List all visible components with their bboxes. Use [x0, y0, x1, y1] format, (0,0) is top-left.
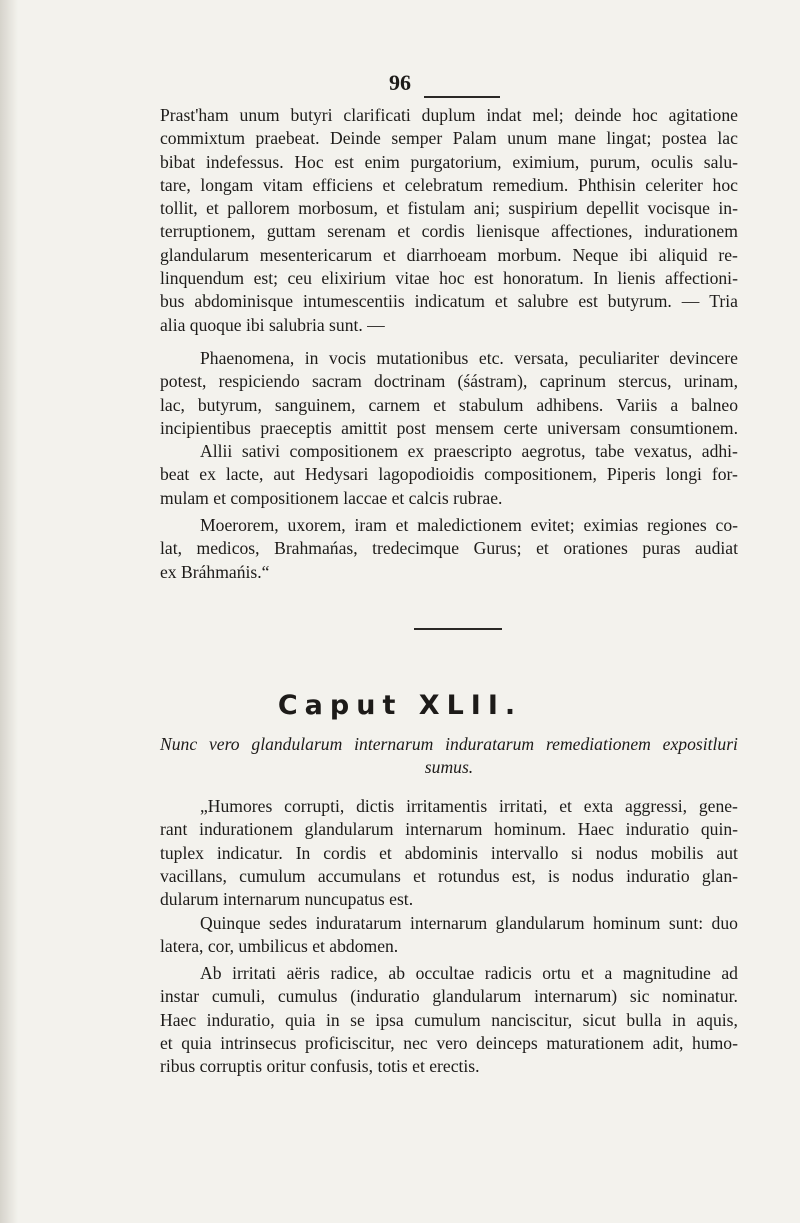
text-line: dularum internarum nuncupatus est. [160, 889, 414, 910]
text-line: potest, respiciendo sacram doctrinam (śástram), caprinum stercus, urinam, [160, 371, 738, 392]
text-line: glandularum mesentericarum et diarrhoeam morbum. Neque ibi aliquid re- [160, 244, 738, 265]
text-line: Phaenomena, in vocis mutationibus etc. versata, peculiariter devincere [200, 348, 738, 368]
text-line: tare, longam vitam efficiens et celebratum remedium. Phthisin celeriter hoc [160, 174, 738, 195]
text-line: rant indurationem glandularum internarum hominum. Haec induratio quin- [160, 819, 738, 840]
text-line: mulam et compositionem laccae et calcis rubrae. [160, 487, 503, 508]
paragraph-5 [160, 912, 738, 959]
text-line: ex Bráhmańis.“ [160, 561, 270, 582]
text-line: „Humores corrupti, dictis irritamentis irritati, et exta aggressi, gene- [200, 796, 738, 816]
text-line: tuplex indicatur. In cordis et abdominis intervallo si nodus mobilis aut [160, 842, 738, 863]
text-line: commixtum praebeat. Deinde semper Palam unum mane lingat; postea lac [160, 128, 738, 149]
chapter-subtitle [160, 733, 738, 779]
text-line: Allii sativi compositionem ex praescripto aegrotus, tabe vexatus, adhi- [200, 441, 738, 462]
subtitle-line: sumus. [424, 757, 474, 777]
text-line: Ab irritati aëris radice, ab occultae radicis ortu et a magnitudine ad [200, 963, 738, 983]
text-line: lac, butyrum, sanguinem, carnem et stabulum adhibens. Variis a balneo [160, 394, 738, 415]
paragraph-6 [160, 962, 738, 1078]
subtitle-line: Nunc vero glandularum internarum induratarum remediationem expositluri [160, 734, 738, 754]
paragraph-3 [160, 514, 738, 584]
text-line: instar cumuli, cumulus (induratio glandularum internarum) sic nominatur. [160, 986, 738, 1007]
text-line: ribus corruptis oritur confusis, totis et erectis. [160, 1056, 480, 1077]
section-divider [414, 628, 502, 630]
paragraph-2 [160, 347, 738, 510]
text-line: Moerorem, uxorem, iram et maledictionem evitet; eximias regiones co- [200, 515, 738, 535]
text-line: et quia intrinsecus proficiscitur, nec vero deinceps maturationem adit, humo- [160, 1032, 738, 1053]
text-line: alia quoque ibi salubria sunt. — [160, 314, 385, 335]
text-line: Haec induratio, quia in se ipsa cumulum nanciscitur, sicut bulla in aquis, [160, 1009, 738, 1030]
text-line: terruptionem, guttam serenam et cordis lienisque affectiones, indurationem [160, 221, 738, 242]
paragraph-1 [160, 104, 738, 337]
page-edge-shadow [0, 0, 18, 1223]
text-line: latera, cor, umbilicus et abdomen. [160, 936, 399, 957]
paragraph-4 [160, 795, 738, 911]
text-line: tollit, et pallorem morbosum, et fistulam ani; suspirium depellit vocisque in- [160, 198, 738, 219]
header-rule [424, 96, 500, 98]
text-line: beat ex lacte, aut Hedysari lagopodioidis compositionem, Piperis longi for- [160, 464, 738, 485]
text-line: bus abdominisque intumescentiis indicatum et salubre est butyrum. — Tria [160, 291, 738, 312]
text-line: linquendum est; ceu elixirium vitae hoc est honoratum. In lienis affectioni- [160, 268, 738, 289]
chapter-title: Caput XLII. [277, 690, 523, 721]
text-line: bibat indefessus. Hoc est enim purgatorium, eximium, purum, oculis salu- [160, 151, 738, 172]
text-line: vacillans, cumulum accumulans et rotundus est, is nodus induratio glan- [160, 865, 738, 886]
text-line: Prast'ham unum butyri clarificati duplum indat mel; deinde hoc agitatione [160, 105, 738, 125]
text-line: lat, medicos, Brahmańas, tredecimque Gurus; et orationes puras audiat [160, 538, 738, 559]
page-number: 96 [389, 70, 411, 95]
text-line: incipientibus praeceptis amittit post mensem certe universam consumtionem. [160, 417, 738, 438]
text-line: Quinque sedes induratarum internarum glandularum hominum sunt: duo [200, 913, 738, 933]
